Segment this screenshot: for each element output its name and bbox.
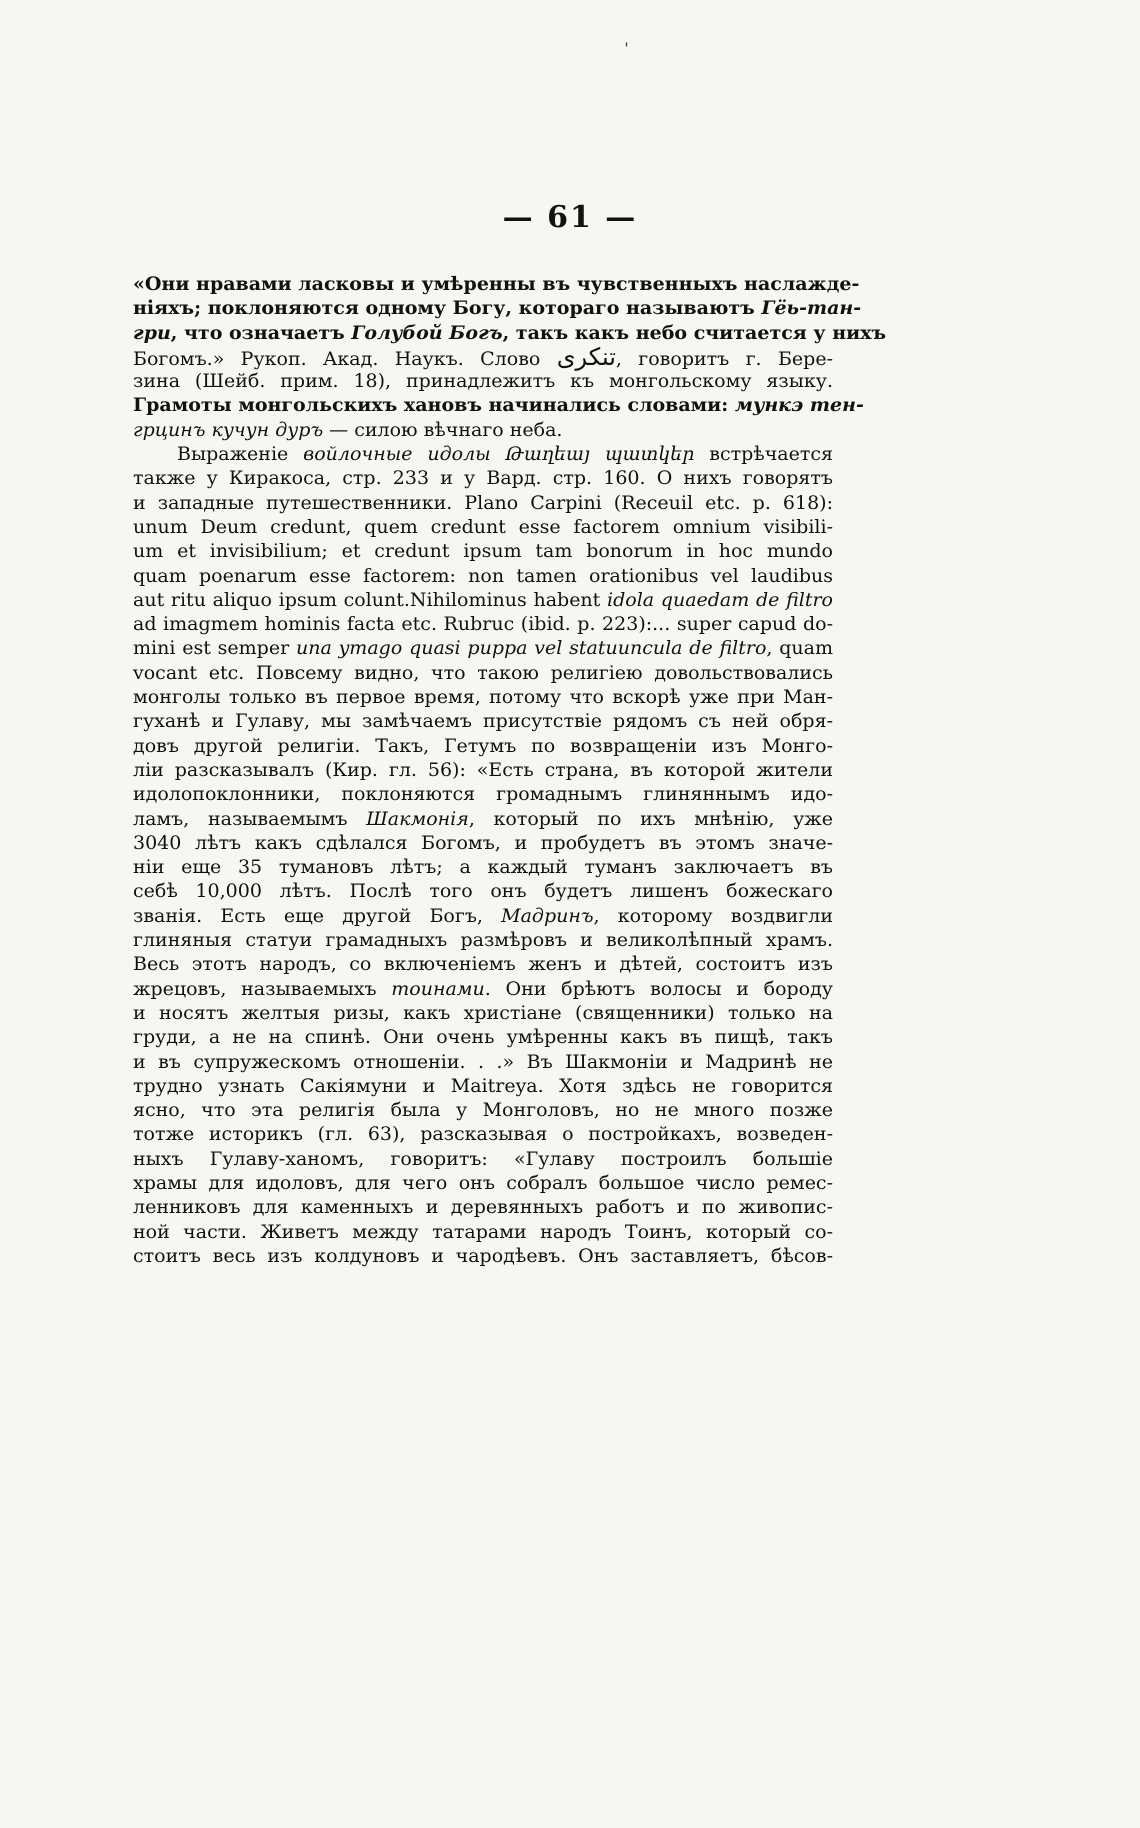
text-line — [133, 709, 833, 733]
text-span: . Они брѣютъ волосы и бороду — [484, 977, 833, 1000]
text-line — [133, 1220, 833, 1244]
paragraph — [133, 272, 887, 442]
italic-text: войлочные идолы — [303, 443, 491, 466]
text-line — [133, 879, 833, 903]
text-line — [133, 831, 833, 855]
text-span — [491, 443, 506, 465]
text-span: Грамоты монгольскихъ хановъ начинались словами: — [133, 394, 735, 417]
text-span: , что означаетъ — [170, 321, 352, 344]
margin-speck: ˈ — [624, 40, 629, 61]
text-line — [133, 491, 833, 515]
italic-text: una ymago quasi puppa vel statuuncula de filtro — [295, 637, 767, 660]
text-line — [133, 1122, 833, 1146]
text-span: стоитъ весь изъ колдуновъ и чародѣевъ. Онъ заставляетъ, бѣсов- — [133, 1244, 833, 1267]
text-line — [133, 855, 833, 879]
text-span: и въ супружескомъ отношеніи. . .» Въ Шакмоніи и Мадринѣ не — [133, 1050, 833, 1073]
text-span: «Они нравами ласковы и умѣренны въ чувственныхъ наслажде- — [133, 273, 860, 295]
text-span: ліи разсказывалъ (Кир. гл. 56): «Есть страна, въ которой жители — [133, 758, 833, 781]
italic-text: Голубой Богъ — [351, 321, 503, 344]
text-span: , quam — [766, 637, 834, 660]
text-line — [133, 734, 833, 758]
text-span: довъ другой религіи. Такъ, Гетумъ по возвращеніи изъ Монго- — [133, 734, 833, 757]
text-line — [133, 758, 833, 782]
text-line — [133, 904, 833, 928]
paragraph — [133, 442, 833, 1268]
text-line — [133, 342, 833, 371]
italic-text: Мадринъ — [501, 904, 594, 927]
text-line — [133, 564, 833, 588]
text-span: ной части. Живетъ между татарами народъ Тоинъ, который со- — [133, 1220, 833, 1243]
text-span: и западные путешественники. Plano Carpini (Receuil etc. p. 618): — [133, 491, 833, 514]
italic-text: idola quaedam de filtro — [607, 588, 833, 611]
text-span: ламъ, называемымъ — [133, 807, 367, 830]
italic-text: Шакмонія — [366, 807, 469, 830]
text-span: себѣ 10,000 лѣтъ. Послѣ того онъ будетъ лишенъ божескаго — [133, 880, 833, 903]
text-span: ніяхъ; поклоняются одному Богу, котораго называютъ — [133, 297, 762, 320]
text-line — [133, 928, 833, 952]
text-line — [133, 515, 833, 539]
text-span: гуханѣ и Гулаву, мы замѣчаемъ присутствіе рядомъ съ ней обря- — [133, 710, 833, 733]
text-span: тотже историкъ (гл. 63), разсказывая о постройкахъ, возведен- — [133, 1123, 833, 1146]
text-span: , которому воздвигли — [593, 904, 833, 927]
arabic-word: تنكرى — [556, 342, 616, 371]
text-line — [133, 612, 833, 636]
text-span: ніи еще 35 тумановъ лѣтъ; а каждый туманъ заключаетъ въ — [133, 856, 833, 879]
page-number: — 61 — — [502, 200, 638, 235]
text-span: глиняныя статуи грамадныхъ размѣровъ и великолѣпный храмъ. — [133, 929, 833, 952]
main-text — [133, 272, 887, 1268]
text-line — [133, 539, 833, 563]
text-span: unum Deum credunt, quem credunt esse factorem omnium visibili- — [133, 515, 833, 538]
italic-text: грцинъ кучун дуръ — [133, 418, 324, 441]
text-line — [133, 296, 862, 320]
text-span: ясно, что эта религія была у Монголовъ, но не много позже — [133, 1099, 833, 1122]
text-span: , такъ какъ небо считается у нихъ — [502, 321, 887, 344]
text-line — [133, 588, 833, 612]
text-span: um et invisibilium; et credunt ipsum tam bonorum in hoc mundo — [133, 540, 833, 563]
text-line — [133, 272, 860, 296]
text-line — [133, 466, 833, 490]
italic-text: гри — [133, 321, 171, 344]
text-span: идолопоклонники, поклоняются громаднымъ глиняннымъ идо- — [133, 783, 833, 806]
text-line — [133, 321, 887, 345]
text-line — [133, 661, 833, 685]
text-span: aut ritu aliquo ipsum colunt.Nihilominus habent — [133, 588, 608, 611]
text-span: груди, а не на спинѣ. Они очень умѣренны какъ въ пищѣ, такъ — [133, 1026, 833, 1049]
text-line — [133, 1001, 833, 1025]
text-span: 3040 лѣтъ какъ сдѣлался Богомъ, и пробудетъ въ этомъ значе- — [133, 831, 833, 854]
text-line — [133, 1244, 833, 1268]
text-line — [133, 1025, 833, 1049]
text-span: зина (Шейб. прим. 18), принадлежитъ къ монгольскому языку. — [133, 370, 833, 393]
text-span: Весь этотъ народъ, со включеніемъ женъ и дѣтей, состоитъ изъ — [133, 953, 833, 976]
text-span: — силою вѣчнаго неба. — [323, 418, 563, 441]
text-span: , говоритъ г. Бере- — [615, 347, 833, 370]
text-span: vocant etc. Повсему видно, что такою религіею довольствовались — [133, 661, 833, 684]
italic-text: Թաղեայ պատկեր — [505, 443, 695, 466]
italic-text: Гёь-тан- — [761, 297, 862, 320]
text-span: ныхъ Гулаву-ханомъ, говоритъ: «Гулаву построилъ большіе — [133, 1147, 833, 1170]
text-line — [133, 782, 833, 806]
text-span: , который по ихъ мнѣнію, уже — [468, 807, 833, 830]
text-span: храмы для идоловъ, для чего онъ собралъ большое число ремес- — [133, 1171, 833, 1194]
text-line — [133, 1050, 833, 1074]
text-line — [133, 1098, 833, 1122]
text-line — [133, 369, 833, 393]
text-span: Богомъ.» Рукоп. Акад. Наукъ. Слово — [133, 347, 557, 370]
text-span: также у Киракоса, стр. 233 и у Вард. стр. 160. О нихъ говорятъ — [133, 467, 833, 490]
text-span: монголы только въ первое время, потому что вскорѣ уже при Ман- — [133, 686, 833, 709]
text-line — [133, 636, 833, 660]
text-line — [133, 685, 833, 709]
italic-text: тоинами — [391, 977, 485, 1000]
text-span: и носятъ желтыя ризы, какъ христіане (священники) только на — [133, 1001, 833, 1024]
text-span: трудно узнать Сакіямуни и Maitreya. Хотя здѣсь не говорится — [133, 1074, 833, 1097]
text-span: ленниковъ для каменныхъ и деревянныхъ работъ и по живопис- — [133, 1196, 833, 1219]
text-span: званія. Есть еще другой Богъ, — [133, 904, 502, 927]
text-line — [133, 1074, 833, 1098]
text-span: quam poenarum esse factorem: non tamen orationibus vel laudibus — [133, 564, 833, 587]
text-span: Выраженіе — [177, 443, 304, 466]
text-line — [133, 807, 833, 831]
text-span: ad imagmem hominis facta etc. Rubruc (ibid. p. 223):... super capud do- — [133, 613, 833, 636]
text-span: жрецовъ, называемыхъ — [133, 977, 392, 1000]
text-line — [133, 393, 864, 417]
italic-text: мункэ тен- — [734, 394, 864, 417]
text-line — [133, 1147, 833, 1171]
text-line — [133, 952, 833, 976]
text-span: встрѣчается — [694, 443, 834, 466]
text-line — [133, 1195, 833, 1219]
text-line — [133, 1171, 833, 1195]
text-line — [133, 977, 833, 1001]
text-line — [133, 442, 833, 466]
text-line — [133, 418, 833, 442]
text-span: mini est semper — [133, 637, 296, 660]
